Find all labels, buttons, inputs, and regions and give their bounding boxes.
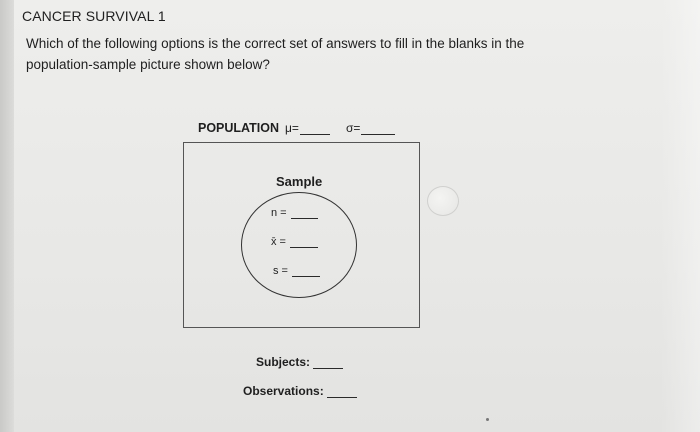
- mu-blank: [300, 123, 330, 135]
- question-header: CANCER SURVIVAL 1: [22, 8, 166, 24]
- sigma-blank: [361, 123, 395, 135]
- sigma-label: σ=: [346, 121, 361, 135]
- sample-title: Sample: [276, 174, 323, 189]
- subjects-label: Subjects:: [256, 355, 311, 369]
- question-text: Which of the following options is the correct set of answers to fill in the blanks in the population-sample picture shown below?: [26, 36, 525, 72]
- observations-row: [243, 384, 357, 398]
- n-label: n =: [271, 207, 287, 219]
- mu-field: [285, 121, 330, 135]
- xbar-blank: [290, 237, 318, 248]
- n-blank: [291, 208, 318, 219]
- page-edge: [0, 0, 14, 432]
- s-blank: [292, 266, 320, 277]
- observations-blank: [327, 386, 357, 398]
- subjects-row: [256, 355, 343, 369]
- s-label: s =: [273, 265, 288, 277]
- answer-option-radio[interactable]: [427, 186, 459, 216]
- right-panel: [660, 0, 700, 432]
- population-label: POPULATION: [198, 121, 280, 135]
- sample-xbar-row: [271, 236, 318, 248]
- sample-s-row: [273, 265, 320, 277]
- speck: [486, 418, 489, 421]
- mu-label: μ=: [285, 121, 299, 135]
- sigma-field: [346, 121, 395, 135]
- sample-n-row: [271, 207, 318, 219]
- xbar-label: x̄ =: [271, 236, 286, 248]
- observations-label: Observations:: [243, 384, 324, 398]
- subjects-blank: [313, 357, 343, 369]
